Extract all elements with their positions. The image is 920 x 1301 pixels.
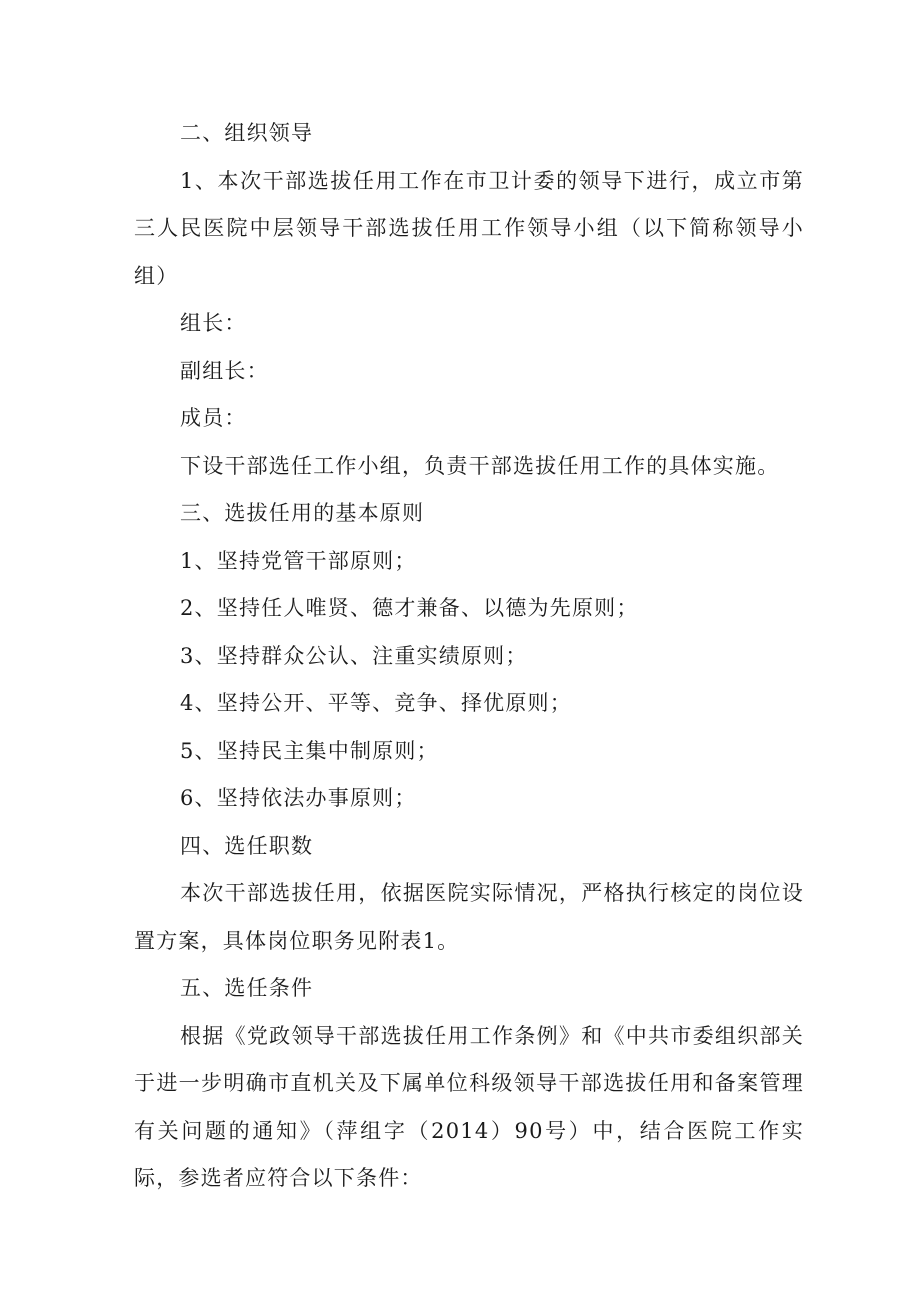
deputy-leader-line: 副组长：	[180, 358, 269, 383]
paragraph-leading-group: 1、本次干部选拔任用工作在市卫计委的领导下进行，成立市第三人民医院中层领导干部选拔任用工作领导小组（以下简称领导小组）	[134, 168, 804, 288]
paragraph-positions: 本次干部选拔任用，依据医院实际情况，严格执行核定的岗位设置方案，具体岗位职务见附表1。	[134, 881, 804, 953]
section-heading-positions: 四、选任职数	[180, 833, 314, 858]
section-heading-conditions: 五、选任条件	[180, 976, 314, 1000]
paragraph-conditions: 根据《党政领导干部选拔任用工作条例》和《中共市委组织部关于进一步明确市直机关及下属单位科级领导干部选拔任用和备案管理有关问题的通知》（萍组字（2014）90号）中，结合医院工作实际，参选者应符合以下条件：	[134, 1023, 804, 1190]
section-heading-organization: 二、组织领导	[180, 121, 314, 145]
members-line: 成员：	[180, 406, 247, 430]
principle-item: 5、坚持民主集中制原则；	[180, 738, 439, 763]
principle-item: 3、坚持群众公认、注重实绩原则；	[180, 643, 528, 668]
principle-item: 6、坚持依法办事原则；	[180, 786, 417, 810]
principle-item: 2、坚持任人唯贤、德才兼备、以德为先原则；	[180, 596, 639, 620]
document-body	[134, 110, 804, 1203]
section-heading-principles: 三、选拔任用的基本原则	[180, 501, 425, 525]
group-leader-line: 组长：	[180, 311, 247, 335]
principle-item: 4、坚持公开、平等、竞争、择优原则；	[180, 691, 572, 715]
paragraph-working-group: 下设干部选任工作小组，负责干部选拔任用工作的具体实施。	[180, 453, 780, 478]
principle-item: 1、坚持党管干部原则；	[180, 548, 417, 573]
